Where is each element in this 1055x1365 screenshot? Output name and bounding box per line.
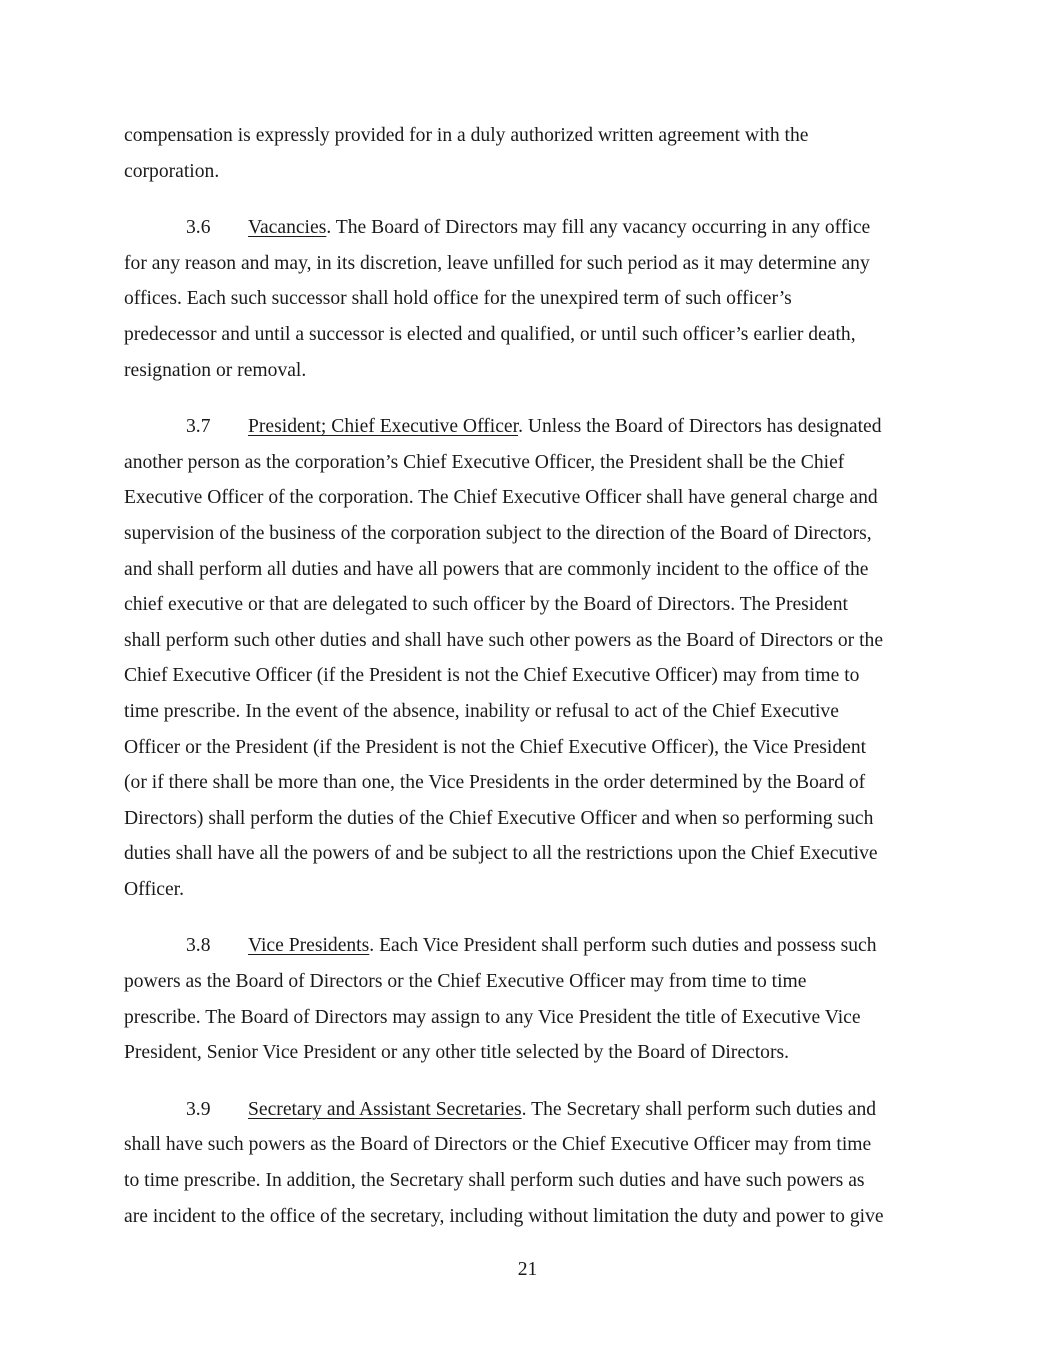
section-3-7 [124, 409, 930, 907]
text-line: offices. Each such successor shall hold office for the unexpired term of such officer’s [124, 288, 792, 310]
text-line: Chief Executive Officer (if the President is not the Chief Executive Officer) may from time to [124, 665, 860, 687]
text-line: Directors) shall perform the duties of the Chief Executive Officer and when so performing such [124, 807, 874, 829]
paragraph-continuation [124, 118, 930, 189]
text-line: Officer or the President (if the President is not the Chief Executive Officer), the Vice President [124, 736, 867, 758]
text-line: predecessor and until a successor is elected and qualified, or until such officer’s earlier death, [124, 323, 856, 345]
text-line: (or if there shall be more than one, the Vice Presidents in the order determined by the Board of [124, 772, 866, 794]
section-number: 3.6 [186, 217, 211, 239]
section-3-6 [124, 210, 930, 388]
section-text: . Each Vice President shall perform such duties and possess such [369, 935, 877, 957]
text-line: Executive Officer of the corporation. The Chief Executive Officer shall have general charge and [124, 487, 878, 509]
section-heading: Vacancies [248, 217, 327, 239]
section-first-line [124, 409, 930, 445]
section-first-line [124, 1092, 930, 1128]
section-3-8 [124, 928, 930, 1070]
section-text: . Unless the Board of Directors has designated [518, 416, 882, 438]
text-line: shall have such powers as the Board of Directors or the Chief Executive Officer may from time [124, 1134, 872, 1156]
text-line: President, Senior Vice President or any other title selected by the Board of Directors. [124, 1042, 790, 1064]
section-heading: Secretary and Assistant Secretaries [248, 1098, 522, 1120]
section-heading: Vice Presidents [248, 935, 370, 957]
text-line: and shall perform all duties and have all powers that are commonly incident to the office of the [124, 558, 869, 580]
text-line: time prescribe. In the event of the absence, inability or refusal to act of the Chief Executive [124, 700, 839, 722]
text-line: corporation. [124, 160, 220, 182]
text-line: resignation or removal. [124, 359, 307, 381]
section-number: 3.9 [186, 1098, 211, 1120]
text-line: to time prescribe. In addition, the Secretary shall perform such duties and have such powers as [124, 1170, 865, 1192]
text-line: shall perform such other duties and shall have such other powers as the Board of Directors or the [124, 629, 884, 651]
section-number: 3.8 [186, 935, 211, 957]
text-line: powers as the Board of Directors or the Chief Executive Officer may from time to time [124, 971, 807, 993]
section-text: . The Secretary shall perform such duties and [521, 1098, 877, 1120]
document-page [124, 118, 930, 1255]
section-first-line [124, 210, 930, 246]
text-line: Officer. [124, 878, 185, 900]
section-number: 3.7 [186, 416, 211, 438]
text-line: chief executive or that are delegated to such officer by the Board of Directors. The President [124, 594, 848, 616]
text-line: prescribe. The Board of Directors may assign to any Vice President the title of Executive Vice [124, 1006, 861, 1028]
page-number: 21 [517, 1259, 538, 1280]
text-line: supervision of the business of the corporation subject to the direction of the Board of Directors, [124, 522, 872, 544]
text-line: are incident to the office of the secretary, including without limitation the duty and power to give [124, 1205, 884, 1227]
text-line: duties shall have all the powers of and be subject to all the restrictions upon the Chief Executive [124, 843, 878, 865]
section-3-9 [124, 1092, 930, 1234]
section-heading: President; Chief Executive Officer [248, 416, 519, 438]
section-text: . The Board of Directors may fill any vacancy occurring in any office [326, 217, 871, 239]
text-line: another person as the corporation’s Chief Executive Officer, the President shall be the Chief [124, 451, 845, 473]
text-line: for any reason and may, in its discretion, leave unfilled for such period as it may determine any [124, 252, 870, 274]
section-first-line [124, 928, 930, 964]
text-line: compensation is expressly provided for in a duly authorized written agreement with the [124, 125, 809, 146]
